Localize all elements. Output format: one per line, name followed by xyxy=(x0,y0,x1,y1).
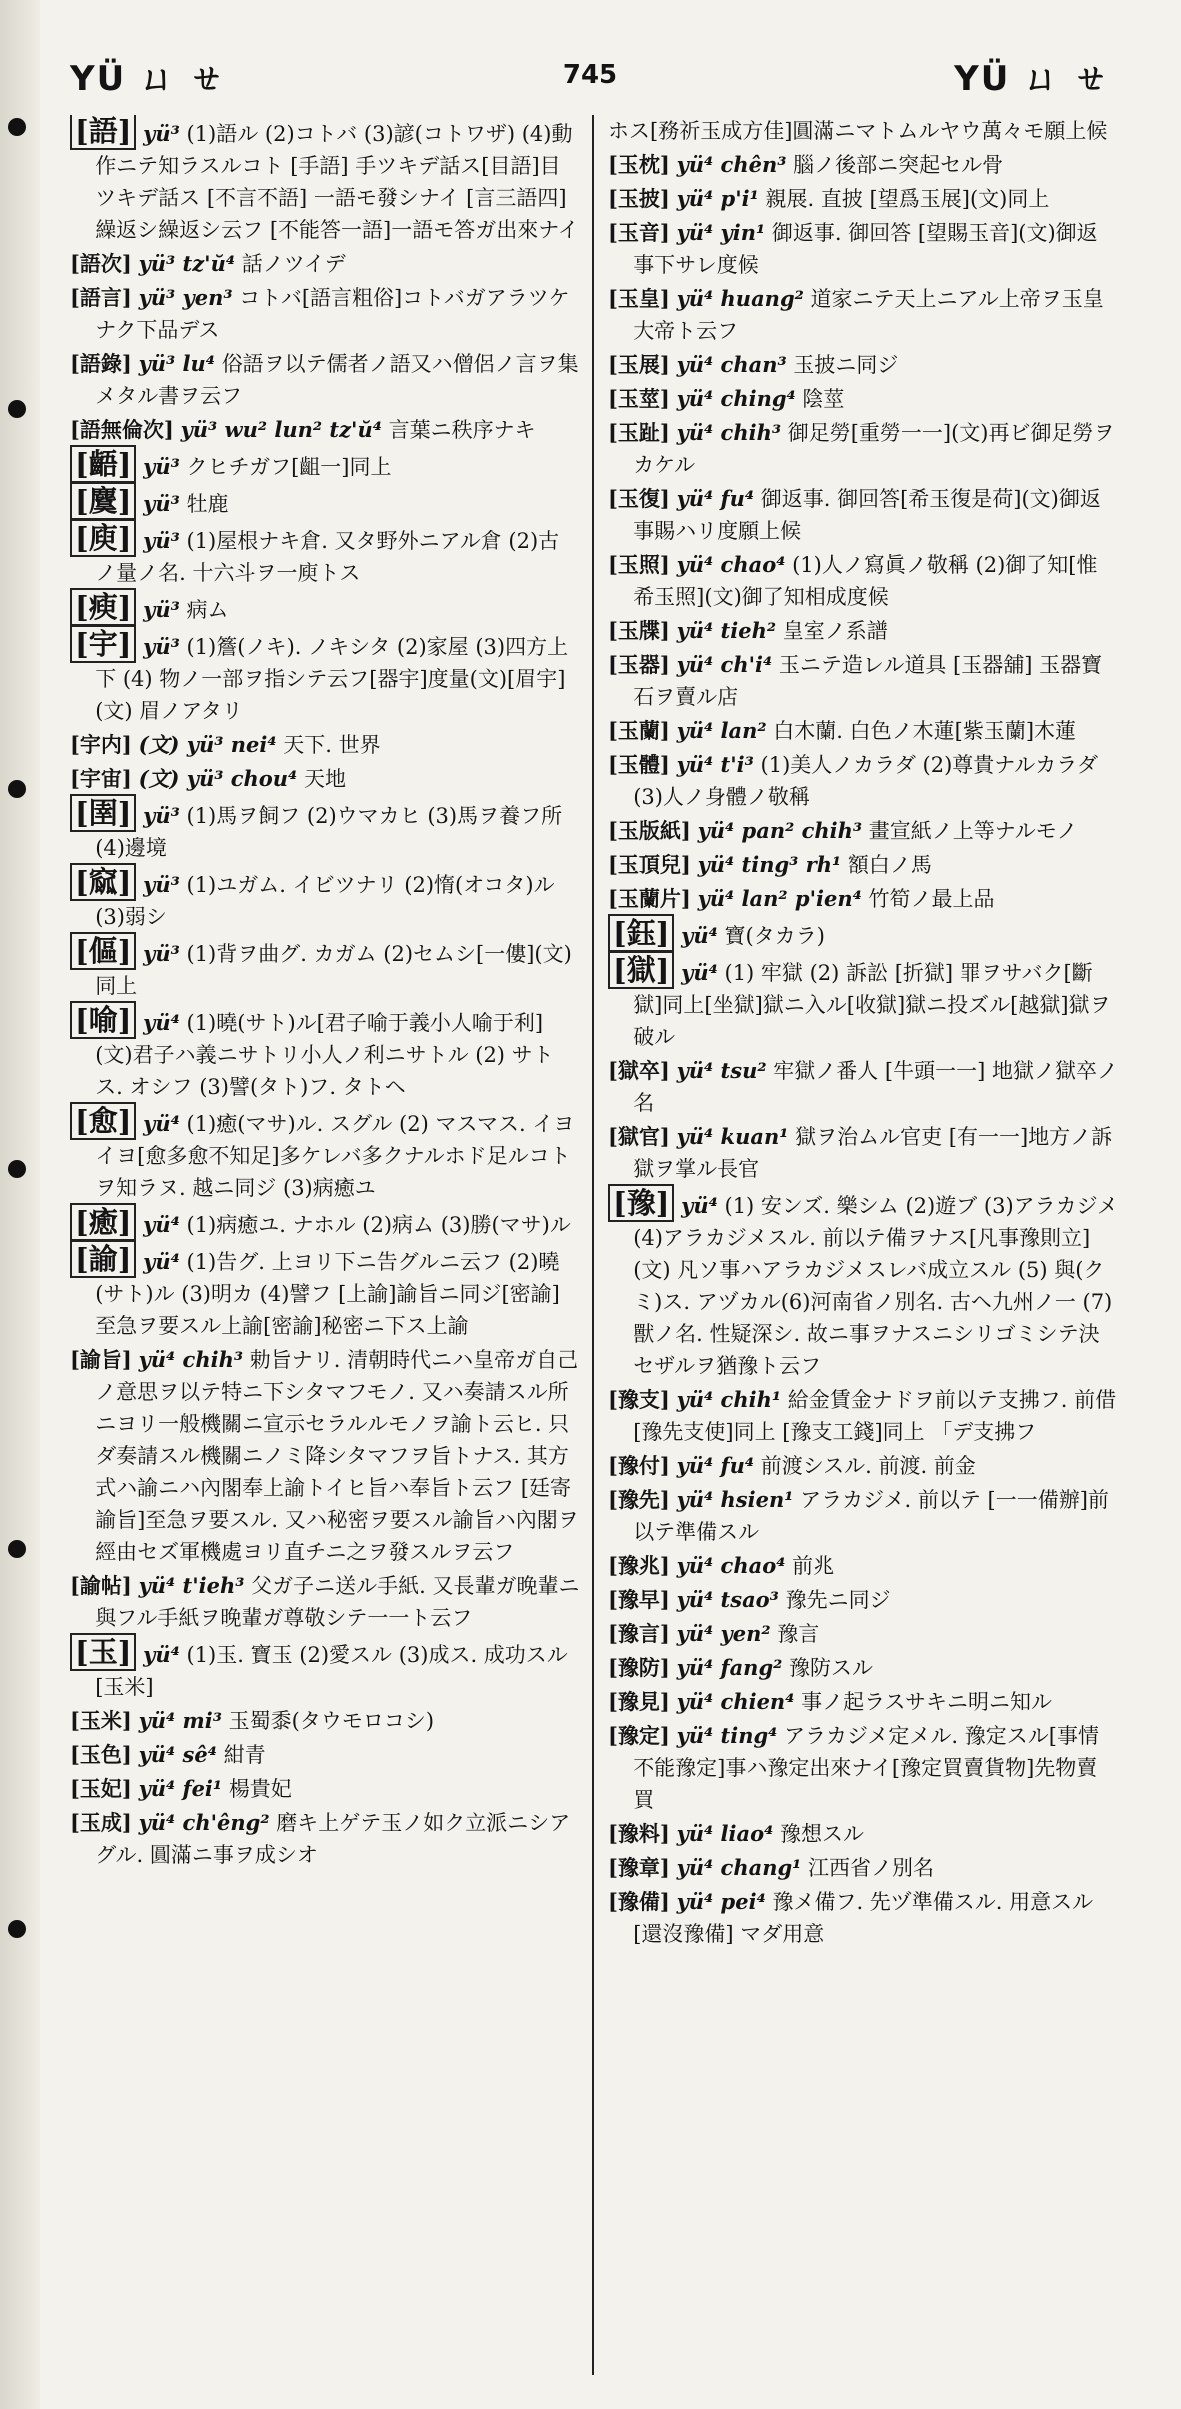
entry-headword: [語無倫次] xyxy=(70,417,174,442)
entry-headword: [豫] xyxy=(608,1184,674,1222)
entry-headword: [語] xyxy=(70,115,136,150)
entry-pronunciation: yü³ wu² lun² tz'ŭ⁴ xyxy=(180,417,382,442)
dictionary-entry xyxy=(608,115,1118,147)
entry-pronunciation: yü⁴ ch'êng² xyxy=(138,1810,270,1835)
entry-headword: [玉米] xyxy=(70,1708,132,1733)
dictionary-entry xyxy=(70,282,580,346)
entry-definition: (1)告グ. 上ヨリ下ニ告グルニ云フ (2)曉(サト)ル (3)明カ (4)譬フ [上諭]諭旨ニ同ジ[密諭]至急ヲ要スル上諭[密諭]秘密ニ下ス上諭 xyxy=(95,1250,560,1338)
entry-pronunciation: yü⁴ lan² xyxy=(676,718,767,743)
entry-headword: [玉蘭] xyxy=(608,718,670,743)
entry-definition: コトバ[語言粗俗]コトバガアラツケナク下品デス xyxy=(95,286,570,342)
entry-headword: [玉器] xyxy=(608,652,670,677)
dictionary-entry xyxy=(608,649,1118,713)
entry-headword: [豫先] xyxy=(608,1487,670,1512)
entry-headword: [豫備] xyxy=(608,1889,670,1914)
entry-pronunciation: yü⁴ chih³ xyxy=(138,1347,244,1372)
entry-headword: [諭帖] xyxy=(70,1573,132,1598)
entry-pronunciation: yü³ xyxy=(143,454,180,479)
entry-headword: [玉披] xyxy=(608,186,670,211)
entry-definition: 言葉ニ秩序ナキ xyxy=(388,418,536,442)
dictionary-entry xyxy=(70,414,580,446)
entry-definition: 天下. 世界 xyxy=(283,733,381,757)
entry-definition: 御返事. 御回答[希玉復是荷](文)御返事賜ハリ度願上候 xyxy=(633,487,1101,543)
page-number: 745 xyxy=(562,60,618,90)
entry-definition: 畫宣紙ノ上等ナルモノ xyxy=(868,819,1078,843)
page-header xyxy=(70,50,1110,100)
entry-pronunciation: yü³ xyxy=(143,528,180,553)
entry-pronunciation: yü⁴ chao⁴ xyxy=(676,552,786,577)
entry-headword: [豫定] xyxy=(608,1723,670,1748)
entry-definition: 楊貴妃 xyxy=(228,1777,292,1801)
entry-definition: 竹筍ノ最上品 xyxy=(868,887,995,911)
entry-pronunciation: yü⁴ mi³ xyxy=(138,1708,222,1733)
entry-definition: (1)馬ヲ飼フ (2)ウマカヒ (3)馬ヲ養フ所 (4)邊境 xyxy=(95,804,563,860)
entry-pronunciation: (文) yü³ nei⁴ xyxy=(138,732,277,757)
dictionary-entry xyxy=(608,1852,1118,1884)
dictionary-entry xyxy=(70,522,580,589)
dictionary-entry xyxy=(70,485,580,520)
entry-definition: 勅旨ナリ. 清朝時代ニハ皇帝ガ自己ノ意思ヲ以テ特ニ下シタマフモノ. 又ハ奏請スル所ニヨリ一般機關ニ宣示セラルルモノヲ諭ト云ヒ. 只ダ奏請スル機關ニノミ降シタマフヲ旨トナス. 其方式ハ諭ニハ內閣奉上諭トイヒ旨ハ奉旨ト云フ [廷寄諭旨]至急ヲ要スル. 又ハ秘密ヲ要スル諭旨ハ內閣ヲ經由セズ軍機處ヨリ直チニ之ヲ發スルヲ云フ xyxy=(95,1348,579,1564)
entry-headword: [癒] xyxy=(70,1203,136,1241)
entry-definition: 紺青 xyxy=(223,1743,266,1767)
entry-pronunciation: yü³ xyxy=(143,634,180,659)
entry-definition: (1)背ヲ曲グ. カガム (2)セムシ[一僂](文)同上 xyxy=(95,942,572,998)
entry-definition: (1)玉. 寶玉 (2)愛スル (3)成ス. 成功スル [玉米] xyxy=(95,1643,568,1699)
entry-pronunciation: yü⁴ xyxy=(143,1010,180,1035)
dictionary-entry xyxy=(70,448,580,483)
dictionary-entry xyxy=(608,417,1118,481)
entry-pronunciation: yü⁴ xyxy=(143,1111,180,1136)
entry-pronunciation: yü⁴ tieh² xyxy=(676,618,777,643)
dictionary-entry xyxy=(70,1206,580,1241)
entry-headword: [玉音] xyxy=(608,220,670,245)
entry-headword: [豫章] xyxy=(608,1855,670,1880)
binding-hole xyxy=(8,1540,26,1558)
entry-headword: [玉枕] xyxy=(608,152,670,177)
entry-headword: [宇] xyxy=(70,625,136,663)
dictionary-entry xyxy=(608,1686,1118,1718)
entry-headword: [語次] xyxy=(70,251,132,276)
dictionary-entry xyxy=(608,283,1118,347)
entry-pronunciation: yü⁴ chao⁴ xyxy=(676,1553,786,1578)
entry-headword: [豫兆] xyxy=(608,1553,670,1578)
entry-definition: 皇室ノ系譜 xyxy=(782,619,888,643)
entry-pronunciation: yü⁴ ch'i⁴ xyxy=(676,652,773,677)
entry-pronunciation: yü⁴ t'ieh³ xyxy=(138,1573,245,1598)
entry-headword: [庾] xyxy=(70,519,136,557)
entry-pronunciation: yü⁴ chien⁴ xyxy=(676,1689,795,1714)
binding-hole xyxy=(8,1920,26,1938)
entry-definition: 江西省ノ別名 xyxy=(808,1856,935,1880)
entry-definition: (1)語ル (2)コトバ (3)諺(コトワザ) (4)動作ニテ知ラスルコト [手語] 手ツキデ話ス[目語]目ツキデ話ス [不言不語] 一語モ發シナイ [言三語四]繰返シ繰返シ云フ [不能答一語]一語モ答ガ出來ナイ xyxy=(95,122,579,242)
dictionary-entry xyxy=(70,1636,580,1703)
entry-definition: 豫言 xyxy=(777,1622,820,1646)
entry-headword: [獄官] xyxy=(608,1124,670,1149)
entry-definition: 前兆 xyxy=(792,1554,835,1578)
binding-hole xyxy=(8,118,26,136)
entry-headword: [玉色] xyxy=(70,1742,132,1767)
entry-headword: [圉] xyxy=(70,794,136,832)
entry-headword: [諭旨] xyxy=(70,1347,132,1372)
dictionary-entry xyxy=(70,797,580,864)
entry-definition: 玉ニテ造レル道具 [玉器舖] 玉器寶石ヲ賣ル店 xyxy=(633,653,1103,709)
entry-definition: 父ガ子ニ送ル手紙. 又長輩ガ晚輩ニ與フル手紙ヲ晚輩ガ尊敬シテ一一ト云フ xyxy=(95,1574,580,1630)
entry-headword: [豫付] xyxy=(608,1453,670,1478)
entry-definition: 牢獄ノ番人 [牛頭一一] 地獄ノ獄卒ノ名 xyxy=(633,1059,1118,1115)
entry-headword: [鈺] xyxy=(608,914,674,952)
entry-definition: 前渡シスル. 前渡. 前金 xyxy=(760,1454,976,1478)
dictionary-entry xyxy=(608,1584,1118,1616)
entry-definition: 獄ヲ治ムル官吏 [有一一]地方ノ訴獄ヲ掌ル長官 xyxy=(633,1125,1113,1181)
entry-headword: [豫防] xyxy=(608,1655,670,1680)
dictionary-entry xyxy=(70,1807,580,1871)
binding-hole xyxy=(8,780,26,798)
dictionary-entry xyxy=(70,1773,580,1805)
dictionary-entry xyxy=(608,917,1118,952)
dictionary-entry xyxy=(608,1886,1118,1950)
entry-pronunciation: yü⁴ fang² xyxy=(676,1655,783,1680)
dictionary-entry xyxy=(70,1705,580,1737)
entry-definition: ホス[務祈玉成方佳]圓滿ニマトムルヤウ萬々モ願上候 xyxy=(608,119,1108,143)
entry-definition: 玉蜀黍(タウモロコシ) xyxy=(228,1709,435,1733)
entry-pronunciation: yü⁴ xyxy=(681,923,718,948)
entry-headword: [獄卒] xyxy=(608,1058,670,1083)
entry-definition: 御足勞[重勞一一](文)再ビ御足勞ヲカケル xyxy=(633,421,1115,477)
dictionary-entry xyxy=(608,1618,1118,1650)
dictionary-entry xyxy=(70,866,580,933)
left-column xyxy=(70,115,592,2375)
entry-pronunciation: yü⁴ fu⁴ xyxy=(676,486,755,511)
entry-headword: [玉體] xyxy=(608,752,670,777)
dictionary-entry xyxy=(70,1243,580,1342)
entry-definition: (1)癒(マサ)ル. スグル (2) マスマス. イヨイヨ[愈多愈不知足]多ケレバ多クナルホド足ルコトヲ知ラヌ. 越ニ同ジ (3)病癒ユ xyxy=(95,1112,575,1200)
entry-definition: クヒチガフ[齟一]同上 xyxy=(186,455,392,479)
entry-pronunciation: yü⁴ tsao³ xyxy=(676,1587,779,1612)
dictionary-entry xyxy=(608,1484,1118,1548)
entry-pronunciation: yü⁴ yen² xyxy=(676,1621,771,1646)
entry-headword: [宇宙] xyxy=(70,766,132,791)
entry-headword: [諭] xyxy=(70,1240,136,1278)
entry-definition: 豫防スル xyxy=(789,1656,874,1680)
dictionary-entry xyxy=(70,628,580,727)
dictionary-entry xyxy=(70,1739,580,1771)
entry-pronunciation: (文) yü³ chou⁴ xyxy=(138,766,298,791)
entry-pronunciation: yü⁴ fu⁴ xyxy=(676,1453,755,1478)
entry-headword: [豫料] xyxy=(608,1821,670,1846)
dictionary-entry xyxy=(70,763,580,795)
dictionary-entry xyxy=(608,483,1118,547)
entry-pronunciation: yü⁴ t'i³ xyxy=(676,752,754,777)
dictionary-entry xyxy=(608,1187,1118,1382)
entry-headword: [豫見] xyxy=(608,1689,670,1714)
entry-headword: [玉復] xyxy=(608,486,670,511)
entry-pronunciation: yü⁴ ting⁴ xyxy=(676,1723,778,1748)
entry-definition: (1)屋根ナキ倉. 又タ野外ニアル倉 (2)古ノ量ノ名. 十六斗ヲ一庾トス xyxy=(95,529,560,585)
binding-hole xyxy=(8,400,26,418)
dictionary-entry xyxy=(608,715,1118,747)
entry-pronunciation: yü⁴ lan² p'ien⁴ xyxy=(697,886,862,911)
entry-definition: アラカジメ定メル. 豫定スル[事情不能豫定]事ハ豫定出來ナイ[豫定買賣貨物]先物賣買 xyxy=(633,1724,1099,1812)
right-column xyxy=(592,115,1118,2375)
entry-headword: [玉皇] xyxy=(608,286,670,311)
dictionary-entry xyxy=(608,749,1118,813)
entry-pronunciation: yü⁴ ching⁴ xyxy=(676,386,796,411)
entry-pronunciation: yü³ xyxy=(143,597,180,622)
entry-headword: [傴] xyxy=(70,932,136,970)
entry-pronunciation: yü³ xyxy=(143,941,180,966)
entry-headword: [玉] xyxy=(70,1633,136,1671)
entry-definition: 親展. 直披 [望爲玉展](文)同上 xyxy=(765,187,1050,211)
entry-definition: 腦ノ後部ニ突起セル骨 xyxy=(793,153,1004,177)
dictionary-entry xyxy=(70,248,580,280)
dictionary-entry xyxy=(70,935,580,1002)
entry-definition: アラカジメ. 前以テ [一一備辦]前以テ準備スル xyxy=(633,1488,1109,1544)
entry-pronunciation: yü⁴ yin¹ xyxy=(676,220,766,245)
entry-pronunciation: yü⁴ chih³ xyxy=(676,420,782,445)
dictionary-entry xyxy=(608,183,1118,215)
entry-headword: [玉照] xyxy=(608,552,670,577)
entry-definition: (1)人ノ寫眞ノ敬稱 (2)御了知[惟希玉照](文)御了知相成度候 xyxy=(633,553,1098,609)
entry-definition: (1)曉(サト)ル[君子喻于義小人喻于利](文)君子ハ義ニサトリ小人ノ利ニサトル (2) サトス. オシフ (3)譬(タト)フ. タトヘ xyxy=(95,1011,554,1099)
entry-headword: [語錄] xyxy=(70,351,132,376)
entry-pronunciation: yü⁴ hsien¹ xyxy=(676,1487,794,1512)
entry-pronunciation: yü³ yen³ xyxy=(138,285,233,310)
entry-definition: 額白ノ馬 xyxy=(847,853,932,877)
entry-definition: 寶(タカラ) xyxy=(724,924,825,948)
entry-pronunciation: yü⁴ sê⁴ xyxy=(138,1742,217,1767)
entry-pronunciation: yü⁴ huang² xyxy=(676,286,804,311)
dictionary-body xyxy=(70,115,1120,2375)
entry-pronunciation: yü⁴ tsu² xyxy=(676,1058,767,1083)
entry-headword: [玉蘭片] xyxy=(608,886,691,911)
entry-headword: [玉莖] xyxy=(608,386,670,411)
entry-headword: [麌] xyxy=(70,482,136,520)
entry-definition: 給金賃金ナドヲ前以テ支拂フ. 前借[豫先支使]同上 [豫支工錢]同上 「デ支拂フ xyxy=(633,1388,1117,1444)
dictionary-entry xyxy=(608,815,1118,847)
dictionary-entry xyxy=(608,1384,1118,1448)
binding-hole xyxy=(8,1160,26,1178)
dictionary-entry xyxy=(608,349,1118,381)
entry-headword: [玉妃] xyxy=(70,1776,132,1801)
entry-pronunciation: yü⁴ kuan¹ xyxy=(676,1124,789,1149)
header-left-key: YÜ ㄩ ㄝ xyxy=(70,58,226,99)
entry-pronunciation: yü³ xyxy=(143,803,180,828)
entry-pronunciation: yü⁴ xyxy=(681,960,718,985)
entry-pronunciation: yü³ xyxy=(143,121,180,146)
entry-headword: [豫言] xyxy=(608,1621,670,1646)
dictionary-entry xyxy=(608,1055,1118,1119)
entry-definition: 御返事. 御回答 [望賜玉音](文)御返事下サレ度候 xyxy=(633,221,1098,277)
entry-pronunciation: yü⁴ xyxy=(143,1642,180,1667)
entry-headword: [玉展] xyxy=(608,352,670,377)
entry-pronunciation: yü⁴ xyxy=(143,1249,180,1274)
dictionary-entry xyxy=(608,217,1118,281)
entry-pronunciation: yü⁴ chih¹ xyxy=(676,1387,782,1412)
dictionary-entry xyxy=(608,954,1118,1053)
entry-pronunciation: yü⁴ chên³ xyxy=(676,152,787,177)
entry-headword: [獄] xyxy=(608,951,674,989)
dictionary-entry xyxy=(70,729,580,761)
dictionary-entry xyxy=(608,549,1118,613)
entry-definition: 豫メ備フ. 先ヅ準備スル. 用意スル [還沒豫備] マダ用意 xyxy=(633,1890,1094,1946)
entry-definition: (1)ユガム. イビツナリ (2)惰(オコタ)ル (3)弱シ xyxy=(95,873,555,929)
entry-headword: [豫早] xyxy=(608,1587,670,1612)
entry-definition: 話ノツイデ xyxy=(241,252,346,276)
dictionary-entry xyxy=(608,615,1118,647)
entry-headword: [愈] xyxy=(70,1102,136,1140)
dictionary-entry xyxy=(608,1550,1118,1582)
entry-pronunciation: yü³ tz'ŭ⁴ xyxy=(138,251,236,276)
entry-definition: 事ノ起ラスサキニ明ニ知ル xyxy=(801,1690,1053,1714)
entry-definition: 豫先ニ同ジ xyxy=(785,1588,891,1612)
entry-headword: [瘐] xyxy=(70,588,136,626)
dictionary-entry xyxy=(70,1105,580,1204)
dictionary-entry xyxy=(608,149,1118,181)
entry-pronunciation: yü⁴ pei⁴ xyxy=(676,1889,766,1914)
entry-pronunciation: yü⁴ fei¹ xyxy=(138,1776,223,1801)
dictionary-entry xyxy=(70,1004,580,1103)
dictionary-entry xyxy=(70,348,580,412)
page-edge xyxy=(0,0,40,2409)
entry-headword: [玉牒] xyxy=(608,618,670,643)
entry-definition: 牡鹿 xyxy=(186,492,229,516)
dictionary-entry xyxy=(608,883,1118,915)
entry-headword: [玉頂兒] xyxy=(608,852,691,877)
entry-headword: [玉成] xyxy=(70,1810,132,1835)
entry-definition: 白木蘭. 白色ノ木蓮[紫玉蘭]木蓮 xyxy=(773,719,1077,743)
entry-pronunciation: yü⁴ chan³ xyxy=(676,352,787,377)
entry-pronunciation: yü⁴ xyxy=(681,1193,718,1218)
entry-definition: 磨キ上ゲテ玉ノ如ク立派ニシアグル. 圓滿ニ事ヲ成シオ xyxy=(95,1811,571,1867)
entry-definition: (1)美人ノカラダ (2)尊貴ナルカラダ (3)人ノ身體ノ敬稱 xyxy=(633,753,1099,809)
entry-pronunciation: yü³ xyxy=(143,491,180,516)
entry-pronunciation: yü⁴ p'i¹ xyxy=(676,186,759,211)
entry-pronunciation: yü⁴ pan² chih³ xyxy=(697,818,863,843)
entry-definition: 陰莖 xyxy=(802,387,845,411)
entry-pronunciation: yü³ lu⁴ xyxy=(138,351,215,376)
entry-definition: 病ム xyxy=(186,598,229,622)
entry-headword: [語言] xyxy=(70,285,132,310)
dictionary-entry xyxy=(608,383,1118,415)
entry-definition: 玉披ニ同ジ xyxy=(793,353,899,377)
dictionary-entry xyxy=(608,849,1118,881)
dictionary-entry xyxy=(70,115,580,246)
dictionary-entry xyxy=(608,1818,1118,1850)
entry-definition: 豫想スル xyxy=(780,1822,864,1846)
entry-headword: [喻] xyxy=(70,1001,136,1039)
dictionary-entry xyxy=(70,1570,580,1634)
entry-definition: 俗語ヲ以テ儒者ノ語又ハ僧侶ノ言ヲ集メタル書ヲ云フ xyxy=(95,352,579,408)
entry-headword: [玉趾] xyxy=(608,420,670,445)
dictionary-entry xyxy=(608,1450,1118,1482)
entry-pronunciation: yü⁴ liao⁴ xyxy=(676,1821,774,1846)
entry-definition: (1)病癒ユ. ナホル (2)病ム (3)勝(マサ)ル xyxy=(186,1213,571,1237)
entry-definition: 道家ニテ天上ニアル上帝ヲ玉皇大帝ト云フ xyxy=(633,287,1104,343)
entry-headword: [豫支] xyxy=(608,1387,670,1412)
entry-definition: (1) 牢獄 (2) 訴訟 [折獄] 罪ヲサバク[斷獄]同上[坐獄]獄ニ入ル[收獄]獄ニ投ズル[越獄]獄ヲ破ル xyxy=(633,961,1111,1049)
dictionary-entry xyxy=(608,1720,1118,1816)
dictionary-entry xyxy=(70,1344,580,1568)
entry-headword: [窳] xyxy=(70,863,136,901)
entry-pronunciation: yü⁴ chang¹ xyxy=(676,1855,802,1880)
dictionary-entry xyxy=(70,591,580,626)
entry-pronunciation: yü⁴ ting³ rh¹ xyxy=(697,852,842,877)
dictionary-entry xyxy=(608,1121,1118,1185)
entry-pronunciation: yü³ xyxy=(143,872,180,897)
entry-headword: [宇内] xyxy=(70,732,132,757)
entry-definition: (1)簷(ノキ). ノキシタ (2)家屋 (3)四方上下 (4) 物ノ一部ヲ指シテ云フ[器宇]度量(文)[眉宇] (文) 眉ノアタリ xyxy=(95,635,569,723)
dictionary-entry xyxy=(608,1652,1118,1684)
header-right-key: YÜ ㄩ ㄝ xyxy=(954,58,1110,99)
entry-definition: 天地 xyxy=(303,767,346,791)
entry-headword: [玉版紙] xyxy=(608,818,691,843)
entry-headword: [齬] xyxy=(70,445,136,483)
entry-definition: (1) 安ンズ. 樂シム (2)遊ブ (3)アラカジメ (4)アラカジメスル. 前以テ備ヲナス[凡事豫則立](文) 凡ソ事ハアラカジメスレバ成立スル (5) 與(クミ)ス. アヅカル(6)河南省ノ別名. 古ヘ九州ノ一 (7)獸ノ名. 性疑深シ. 故ニ事ヲナスニシリゴミシテ決セザルヲ猶豫ト云フ xyxy=(633,1194,1118,1378)
entry-pronunciation: yü⁴ xyxy=(143,1212,180,1237)
